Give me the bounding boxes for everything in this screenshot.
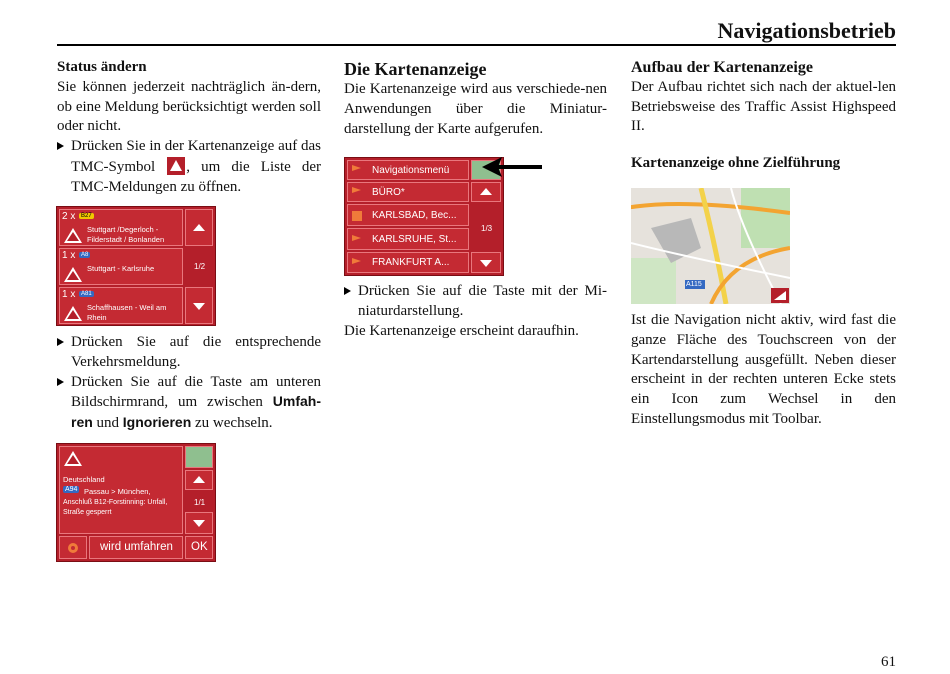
scroll-up-button[interactable] [185, 209, 213, 246]
column-right [631, 58, 896, 174]
navigation-arrow-icon [352, 165, 361, 171]
tmc-symbol-icon [167, 157, 185, 175]
paragraph: Ist die Navigation nicht aktiv, wird fast die ganze Fläche des Touchscreen von der Kartendarstellung ausgefüllt. Neben dieser erscheint in der rechten unteren Ecke stets ein Icon zum Wechsel in den Einstellungsmodus mit Toolbar. [631, 312, 896, 427]
page-indicator: 1/3 [481, 224, 493, 233]
scroll-down-button[interactable] [471, 252, 501, 273]
scroll-down-button[interactable] [185, 287, 213, 324]
menu-item[interactable]: FRANKFURT A... [347, 252, 469, 273]
menu-item[interactable]: Navigationsmenü [347, 160, 469, 180]
warning-icon [64, 267, 82, 282]
paragraph: Der Aufbau richtet sich nach der aktuel-len Betriebsweise des Traffic Assist Highspeed II. [631, 78, 896, 135]
arrow-down-icon [193, 303, 205, 310]
tmc-message-row[interactable]: 1 x A8 Stuttgart - Karlsruhe [59, 248, 183, 285]
contact-card-icon [352, 211, 362, 221]
map-view [631, 188, 790, 304]
tmc-message-row[interactable]: 2 x B27 Stuttgart /Degerloch - Filderstadt / Bonlanden [59, 209, 183, 246]
road-badge: A81 [81, 291, 92, 297]
section-heading: Aufbau der Kartenanzeige [631, 59, 813, 76]
arrow-down-icon [480, 260, 492, 267]
arrow-down-icon [193, 520, 205, 527]
bullet-arrow-icon [344, 287, 351, 295]
menu-item[interactable]: BÜRO* [347, 182, 469, 202]
tmc-message-row[interactable]: 1 x A81 Schaffhausen - Weil am Rhein [59, 287, 183, 324]
paragraph: Die Kartenanzeige erscheint daraufhin. [344, 322, 579, 339]
road-badge: A94 [65, 486, 78, 493]
tmc-detail-screen [56, 443, 216, 562]
bullet-item: Drücken Sie in der Kartenanzeige auf das TMC-Symbol , um die Liste der TMC-Meldungen zu öffnen. [57, 137, 321, 197]
section-heading: Status ändern [57, 59, 147, 75]
bullet-arrow-icon [57, 338, 64, 346]
paragraph: Die Kartenanzeige wird aus verschiede-nen Anwendungen über die Miniatur-darstellung der Karte aufgerufen. [344, 81, 607, 137]
menu-item[interactable]: KARLSBAD, Bec... [347, 204, 469, 226]
toggle-detour-button[interactable]: wird umfahren [89, 536, 183, 559]
warning-icon [64, 451, 82, 466]
ok-button[interactable]: OK [185, 536, 213, 559]
page-number: 61 [881, 654, 896, 670]
column-middle-bottom [344, 282, 607, 341]
page-indicator: 1/1 [194, 498, 206, 507]
tmc-list-screen [56, 206, 216, 326]
arrow-up-icon [193, 476, 205, 483]
road-label: A115 [686, 281, 702, 288]
warning-icon [64, 228, 82, 243]
message-detail-panel: Deutschland A94 Passau > München, Anschluß B12-Forstinning: Unfall, Straße gesperrt [59, 446, 183, 534]
mini-map-button[interactable] [185, 446, 213, 468]
road-badge: A8 [81, 252, 89, 258]
page-header [57, 18, 896, 46]
bullet-arrow-icon [57, 378, 64, 386]
arrow-up-icon [193, 224, 205, 231]
settings-button[interactable] [59, 536, 87, 559]
column-middle [344, 58, 607, 139]
warning-icon [64, 306, 82, 321]
navigation-menu-screen [344, 157, 504, 276]
section-heading: Die Kartenanzeige [344, 59, 487, 79]
bullet-item: Drücken Sie auf die Taste am unteren Bildschirmrand, um zwischen Umfah-ren und Ignorieren zu wechseln. [57, 373, 321, 434]
navigation-arrow-icon [352, 235, 361, 241]
column-left-bullets [57, 333, 321, 434]
menu-item[interactable]: KARLSRUHE, St... [347, 228, 469, 250]
arrow-up-icon [480, 188, 492, 195]
column-left [57, 58, 321, 198]
navigation-arrow-icon [352, 258, 361, 264]
scroll-down-button[interactable] [185, 512, 213, 534]
scroll-up-button[interactable] [185, 470, 213, 490]
gear-icon [68, 543, 78, 553]
road-badge: B27 [81, 213, 92, 219]
bullet-arrow-icon [57, 142, 64, 150]
scroll-up-button[interactable] [471, 182, 501, 202]
chapter-title: Navigationsbetrieb [717, 18, 896, 43]
bullet-item: Drücken Sie auf die entsprechende Verkehrsmeldung. [57, 333, 321, 373]
paragraph: Sie können jederzeit nachträglich än-dern, ob eine Meldung berücksichtigt werden soll oder nicht. [57, 78, 321, 135]
column-right-bottom [631, 311, 896, 430]
page-indicator: 1/2 [194, 262, 206, 271]
bullet-item: Drücken Sie auf die Taste mit der Mi-niaturdarstellung. [344, 282, 607, 322]
sub-heading: Kartenanzeige ohne Zielführung [631, 155, 841, 172]
navigation-arrow-icon [352, 187, 361, 193]
pointer-arrow-icon [482, 156, 544, 178]
